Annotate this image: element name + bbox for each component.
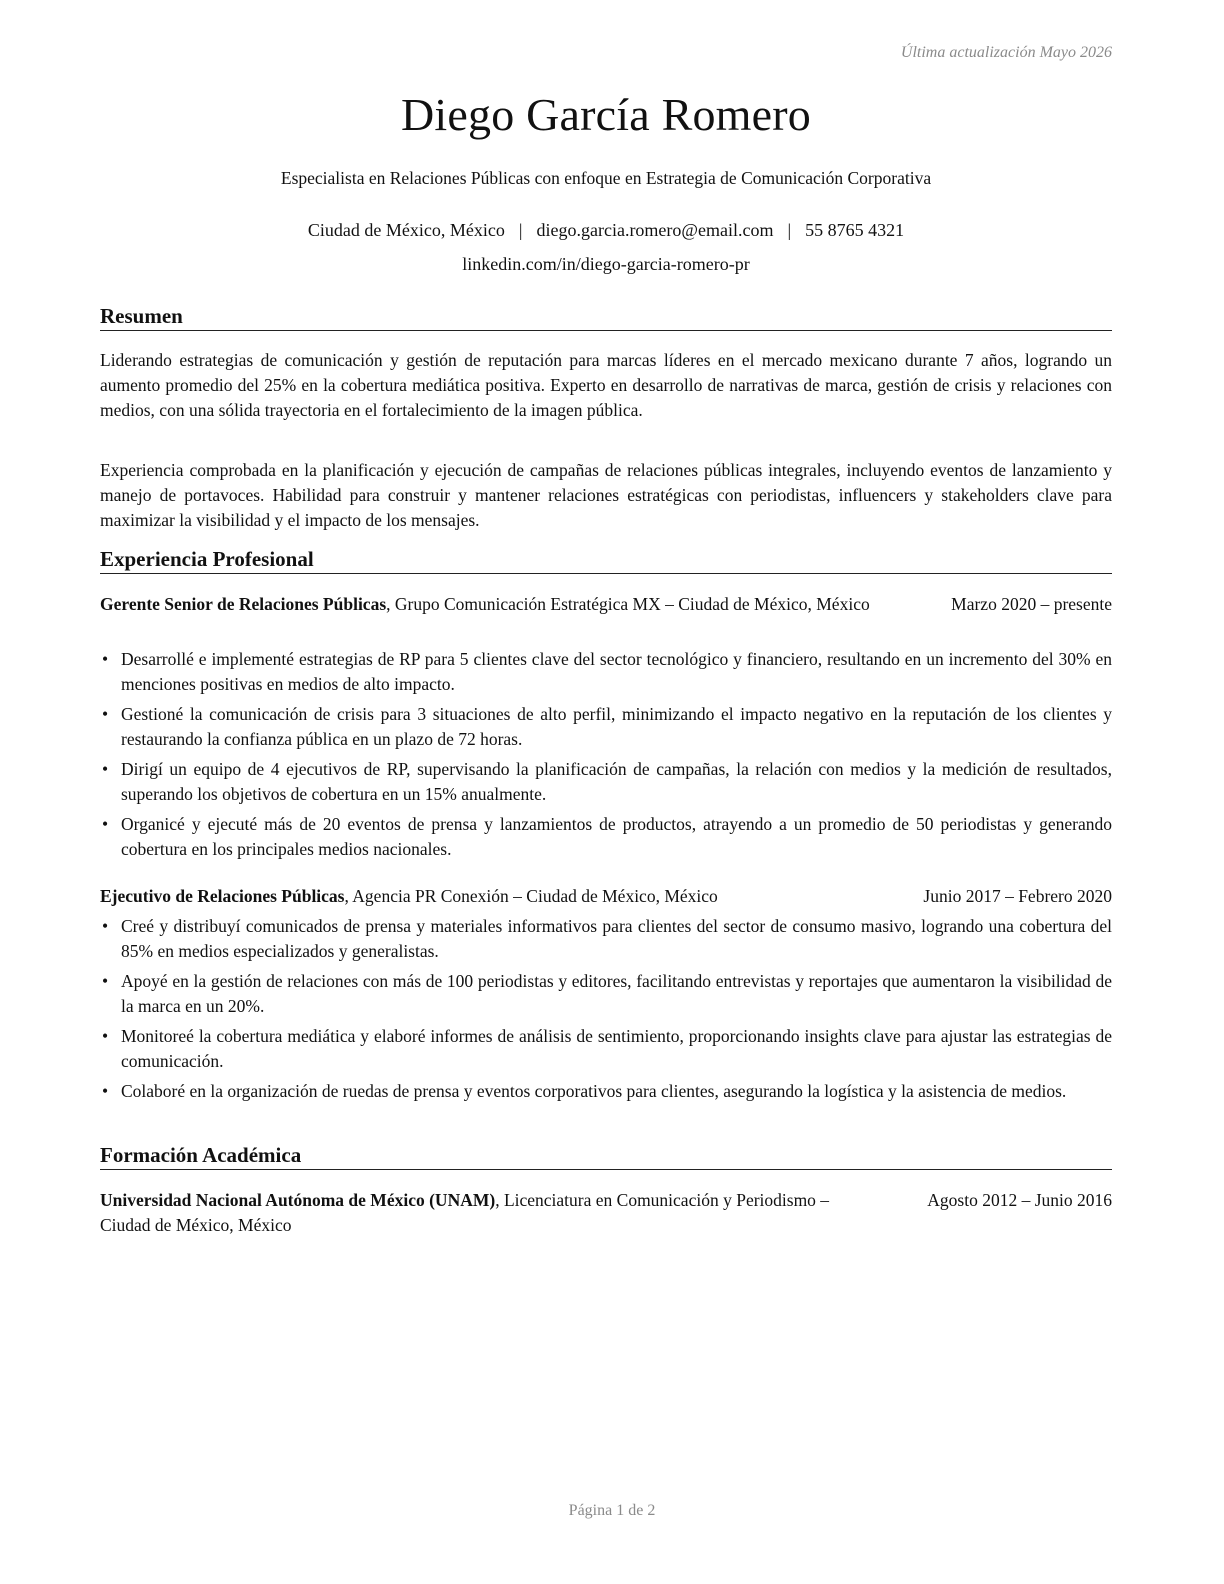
bullet-icon: • bbox=[102, 971, 109, 991]
bullet-icon: • bbox=[102, 1026, 109, 1046]
list-item: • Gestioné la comunicación de crisis para 3 situaciones de alto perfil, minimizando el impacto negativo en la reputación de los clientes y restaurando la confianza pública en un plazo de 72 horas. bbox=[102, 704, 1112, 749]
education-entry bbox=[100, 1188, 1112, 1238]
section-title-experience: Experiencia Profesional bbox=[100, 547, 1112, 574]
bullet-icon: • bbox=[102, 1081, 109, 1101]
list-item: • Monitoreé la cobertura mediática y elaboré informes de análisis de sentimiento, proporcionando insights clave para ajustar las estrategias de comunicación. bbox=[102, 1026, 1112, 1071]
job-role: Gerente Senior de Relaciones Públicas bbox=[100, 594, 387, 614]
job-bullets bbox=[100, 647, 1112, 867]
section-title-summary: Resumen bbox=[100, 304, 1112, 331]
list-item: • Creé y distribuyí comunicados de prensa y materiales informativos para clientes del sector de consumo masivo, logrando una cobertura del 85% en medios especializados y generalistas. bbox=[102, 916, 1112, 961]
job-header bbox=[100, 592, 1112, 617]
list-item: • Apoyé en la gestión de relaciones con más de 100 periodistas y editores, facilitando entrevistas y reportajes que aumentaron la visibilidad de la marca en un 20%. bbox=[102, 971, 1112, 1016]
education-school: Universidad Nacional Autónoma de México (UNAM) bbox=[100, 1190, 496, 1210]
contact-separator: | bbox=[787, 220, 792, 240]
list-item: • Dirigí un equipo de 4 ejecutivos de RP, supervisando la planificación de campañas, la relación con medios y la medición de resultados, superando los objetivos de cobertura en un 15% anualmente. bbox=[102, 759, 1112, 804]
bullet-icon: • bbox=[102, 759, 109, 779]
job-header bbox=[100, 884, 1112, 909]
job-dates: Junio 2017 – Febrero 2020 bbox=[915, 884, 1112, 909]
contact-line bbox=[100, 220, 1112, 241]
last-updated: Última actualización Mayo 2026 bbox=[900, 44, 1112, 61]
summary-paragraph: Experiencia comprobada en la planificación y ejecución de campañas de relaciones públicas integrales, incluyendo eventos de lanzamiento y manejo de portavoces. Habilidad para construir y mantener relaciones estratégicas con periodistas, influencers y stakeholders clave para maximizar la visibilidad y el impacto de los mensajes. bbox=[100, 460, 1112, 530]
job-dates: Marzo 2020 – presente bbox=[943, 592, 1112, 617]
bullet-icon: • bbox=[102, 704, 109, 724]
professional-tagline: Especialista en Relaciones Públicas con enfoque en Estrategia de Comunicación Corporativa bbox=[280, 168, 932, 188]
contact-phone: 55 8765 4321 bbox=[805, 220, 905, 240]
section-title-education: Formación Académica bbox=[100, 1143, 1112, 1170]
bullet-icon: • bbox=[102, 916, 109, 936]
list-item: • Desarrollé e implementé estrategias de RP para 5 clientes clave del sector tecnológico y financiero, resultando en un incremento del 30% en menciones positivas en medios de alto impacto. bbox=[102, 649, 1112, 694]
education-dates: Agosto 2012 – Junio 2016 bbox=[919, 1188, 1112, 1213]
contact-location: Ciudad de México, México bbox=[307, 220, 505, 240]
bullet-icon: • bbox=[102, 649, 109, 669]
list-item: • Organicé y ejecuté más de 20 eventos de prensa y lanzamientos de productos, atrayendo a un promedio de 50 periodistas y generando cobertura en los principales medios nacionales. bbox=[102, 814, 1112, 859]
summary-paragraph: Liderando estrategias de comunicación y gestión de reputación para marcas líderes en el mercado mexicano durante 7 años, logrando un aumento promedio del 25% en la cobertura mediática positiva. Experto en desarrollo de narrativas de marca, gestión de crisis y relaciones con medios, con una sólida trayectoria en el fortalecimiento de la imagen pública. bbox=[100, 350, 1112, 420]
page-number: Página 1 de 2 bbox=[568, 1502, 656, 1519]
job-bullets bbox=[100, 914, 1112, 1109]
job-role: Ejecutivo de Relaciones Públicas bbox=[100, 886, 345, 906]
bullet-icon: • bbox=[102, 814, 109, 834]
candidate-name: Diego García Romero bbox=[401, 89, 811, 140]
contact-separator: | bbox=[518, 220, 523, 240]
linkedin-link[interactable]: linkedin.com/in/diego-garcia-romero-pr bbox=[462, 254, 750, 274]
job-company: , Grupo Comunicación Estratégica MX – Ciudad de México, México bbox=[386, 594, 870, 614]
contact-email[interactable]: diego.garcia.romero@email.com bbox=[536, 220, 774, 240]
list-item: • Colaboré en la organización de ruedas de prensa y eventos corporativos para clientes, asegurando la logística y la asistencia de medios. bbox=[100, 1079, 1112, 1104]
education-degree: , Licenciatura en Comunicación y Periodismo – Ciudad de México, México bbox=[100, 1190, 830, 1235]
job-company: , Agencia PR Conexión – Ciudad de México, México bbox=[344, 886, 718, 906]
